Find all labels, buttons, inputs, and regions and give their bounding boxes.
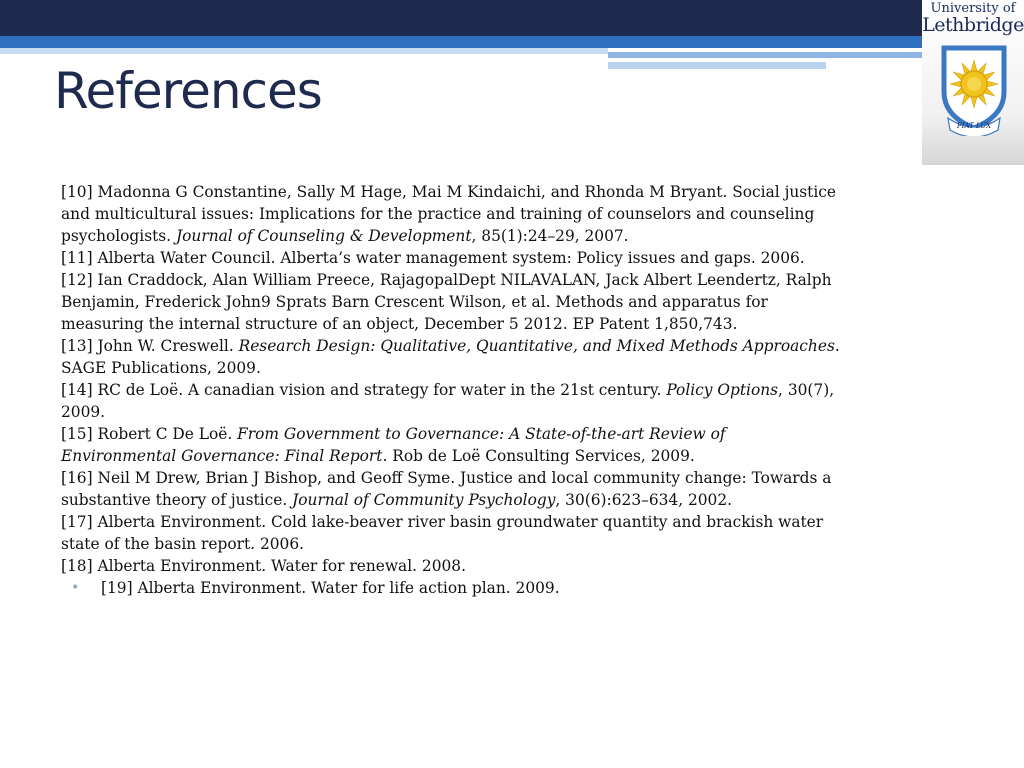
header-band-accent-lower (608, 62, 826, 69)
header-band-accent (608, 52, 924, 58)
reference-18: [18] Alberta Environment. Water for renewal. 2008. (61, 557, 466, 575)
reference-17: [17] Alberta Environment. Cold lake-beaver river basin groundwater quantity and brackish water state of the basin report. 2006. (61, 513, 824, 553)
header-band-dark (0, 0, 924, 36)
reference-16: [16] Neil M Drew, Brian J Bishop, and Geoff Syme. Justice and local community change: Towards a substantive theory of justice. Journal of Community Psychology, 30(6):623–634, 2002. (61, 469, 832, 509)
reference-19: • [19] Alberta Environment. Water for life action plan. 2009. (71, 579, 560, 597)
reference-13: [13] John W. Creswell. Research Design: Qualitative, Quantitative, and Mixed Methods Approaches. SAGE Publications, 2009. (61, 337, 840, 377)
university-logo (922, 0, 1024, 165)
reference-15: [15] Robert C De Loë. From Government to Governance: A State-of-the-art Review of Environmental Governance: Final Report. Rob de Loë Consulting Services, 2009. (61, 425, 726, 465)
logo-lethbridge: Lethbridge (922, 14, 1024, 36)
reference-11: [11] Alberta Water Council. Alberta’s water management system: Policy issues and gaps. 2006. (61, 249, 805, 267)
crest-icon (938, 44, 1010, 136)
bullet-icon: • (71, 580, 80, 596)
reference-12: [12] Ian Craddock, Alan William Preece, RajagopalDept NILAVALAN, Jack Albert Leendertz, Ralph Benjamin, Frederick John9 Sprats Barn Crescent Wilson, et al. Methods and apparatus for measuring the internal structure of an object, December 5 2012. EP Patent 1,850,743. (61, 271, 832, 333)
logo-university-of: University of (930, 1, 1016, 16)
header-band-light (0, 48, 608, 54)
reference-14: [14] RC de Loë. A canadian vision and strategy for water in the 21st century. Policy Options, 30(7), 2009. (61, 381, 835, 421)
references-list (61, 181, 841, 599)
page-title: References (54, 62, 322, 120)
crest-motto: FIAT LUX (956, 122, 992, 130)
header-band-blue (0, 36, 924, 48)
reference-10: [10] Madonna G Constantine, Sally M Hage, Mai M Kindaichi, and Rhonda M Bryant. Social justice and multicultural issues: Implications for the practice and training of counselors and counseling psychologists. Journal of Counseling & Development, 85(1):24–29, 2007. (61, 183, 836, 245)
